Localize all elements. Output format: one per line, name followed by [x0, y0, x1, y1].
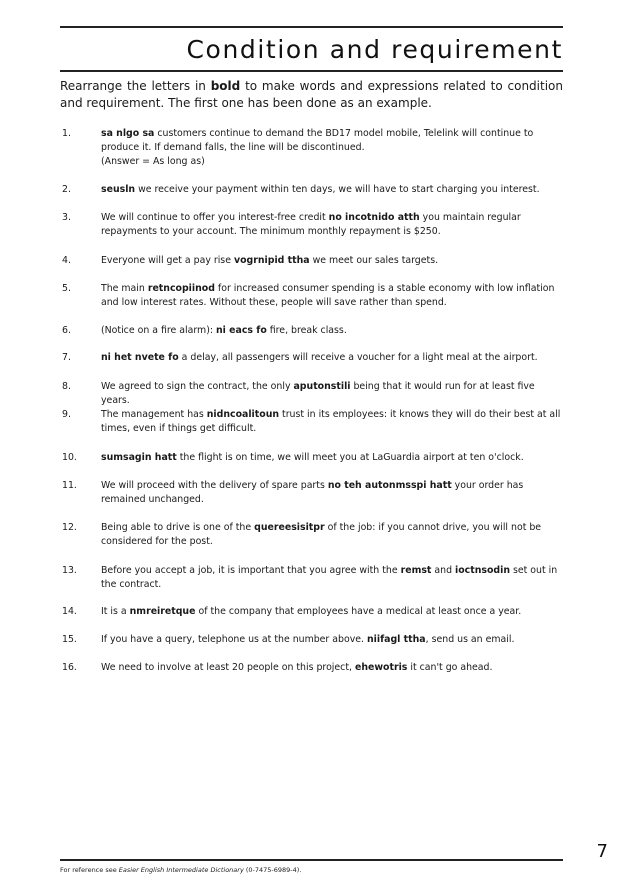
sentence-text: It is a — [101, 606, 130, 617]
item-number: 3. — [62, 212, 71, 223]
item-number: 14. — [62, 606, 77, 617]
sentence-text: it can't go ahead. — [407, 662, 493, 673]
sentence-text: If you have a query, telephone us at the number above. — [101, 634, 367, 645]
sentence-text: Being able to drive is one of the — [101, 522, 255, 533]
sentence-text: (Notice on a fire alarm): — [101, 325, 216, 336]
instructions — [60, 78, 563, 112]
scrambled-phrase: ni het nvete fo — [101, 352, 179, 363]
sentence-text: , send us an email. — [425, 634, 515, 645]
sentence-text: We will proceed with the delivery of spare parts — [101, 480, 328, 491]
item-text — [101, 633, 561, 647]
scrambled-phrase: nmreiretque — [129, 606, 196, 617]
item-number: 5. — [62, 283, 71, 294]
sentence-text: you maintain regular repayments to your account. The minimum monthly repayment is $250. — [101, 212, 521, 237]
scrambled-phrase: sa nlgo sa — [101, 128, 155, 139]
item-number: 15. — [62, 634, 77, 645]
sentence-text: We agreed to sign the contract, the only — [101, 381, 294, 392]
scrambled-phrase: sumsagin hatt — [101, 452, 177, 463]
item-number: 9. — [62, 409, 71, 420]
item-text — [101, 183, 561, 197]
sentence-text: Before you accept a job, it is important that you agree with the — [101, 565, 401, 576]
item-number: 6. — [62, 325, 71, 336]
scrambled-phrase: no teh autonmsspi hatt — [327, 480, 452, 491]
item-text — [101, 211, 561, 239]
intro-before: Rearrange the letters in — [60, 79, 211, 93]
footer-suffix: (0-7475-6989-4). — [243, 866, 302, 874]
scrambled-phrase: ioctnsodin — [455, 565, 511, 576]
page-number: 7 — [596, 841, 608, 862]
sentence-text: The management has — [101, 409, 207, 420]
item-text — [101, 380, 561, 408]
sentence-text: of the company that employees have a medical at least once a year. — [195, 606, 522, 617]
sentence-text: trust in its employees: it knows they will do their best at all times, even if things get difficult. — [101, 409, 561, 434]
footer-rule — [60, 859, 563, 861]
scrambled-phrase: ehewotris — [354, 662, 408, 673]
footer-dictionary-title: Easier English Intermediate Dictionary — [118, 866, 244, 874]
sentence-text: and — [431, 565, 456, 576]
item-text — [101, 451, 561, 465]
footer-reference — [60, 866, 301, 874]
item-text — [101, 254, 561, 268]
item-number: 11. — [62, 480, 77, 491]
item-number: 4. — [62, 255, 71, 266]
footer-prefix: For reference see — [60, 866, 119, 874]
item-text — [101, 479, 561, 507]
page-title: Condition and requirement — [186, 35, 563, 64]
sentence-text: we meet our sales targets. — [309, 255, 439, 266]
item-text — [101, 408, 561, 436]
example-answer: (Answer = As long as) — [101, 156, 205, 167]
sentence-text: We need to involve at least 20 people on this project, — [101, 662, 355, 673]
intro-bold: bold — [210, 79, 241, 93]
title-rule — [60, 70, 563, 72]
scrambled-phrase: quereesisitpr — [254, 522, 325, 533]
item-text — [101, 564, 561, 592]
item-number: 8. — [62, 381, 71, 392]
item-number: 12. — [62, 522, 77, 533]
item-text — [101, 661, 561, 675]
sentence-text: customers continue to demand the BD17 model mobile, Telelink will continue to produce it. If demand falls, the line will be discontinued. — [101, 128, 534, 153]
sentence-text: being that it would run for at least five years. — [101, 381, 535, 406]
sentence-text: Everyone will get a pay rise — [101, 255, 234, 266]
sentence-text: your order has remained unchanged. — [101, 480, 524, 505]
scrambled-phrase: aputonstili — [293, 381, 351, 392]
sentence-text: of the job: if you cannot drive, you will not be considered for the post. — [101, 522, 542, 547]
intro-after: to make words and expressions related to condition and requirement. The first one has been done as an example. — [60, 79, 563, 110]
item-number: 10. — [62, 452, 77, 463]
scrambled-phrase: niifagl ttha — [366, 634, 426, 645]
sentence-text: We will continue to offer you interest-free credit — [101, 212, 329, 223]
item-number: 7. — [62, 352, 71, 363]
scrambled-phrase: ni eacs fo — [216, 325, 267, 336]
item-number: 1. — [62, 128, 71, 139]
scrambled-phrase: nidncoalitoun — [206, 409, 280, 420]
sentence-text: set out in the contract. — [101, 565, 558, 590]
sentence-text: fire, break class. — [266, 325, 347, 336]
item-text — [101, 127, 561, 169]
item-text — [101, 351, 561, 365]
item-number: 16. — [62, 662, 77, 673]
top-rule — [60, 26, 563, 28]
scrambled-phrase: remst — [400, 565, 432, 576]
item-text — [101, 282, 561, 310]
scrambled-phrase: vogrnipid ttha — [233, 255, 310, 266]
item-text — [101, 521, 561, 549]
item-number: 2. — [62, 184, 71, 195]
sentence-text: we receive your payment within ten days, we will have to start charging you interest. — [135, 184, 540, 195]
scrambled-phrase: seusln — [101, 184, 136, 195]
scrambled-phrase: retncopiinod — [147, 283, 215, 294]
sentence-text: The main — [101, 283, 148, 294]
item-text — [101, 324, 561, 338]
item-number: 13. — [62, 565, 77, 576]
sentence-text: the flight is on time, we will meet you at LaGuardia airport at ten o'clock. — [176, 452, 524, 463]
scrambled-phrase: no incotnido atth — [328, 212, 420, 223]
sentence-text: a delay, all passengers will receive a voucher for a light meal at the airport. — [178, 352, 538, 363]
item-text — [101, 605, 561, 619]
sentence-text: for increased consumer spending is a stable economy with low inflation and low interest rates. Without these, people will save rather than spend. — [101, 283, 555, 308]
